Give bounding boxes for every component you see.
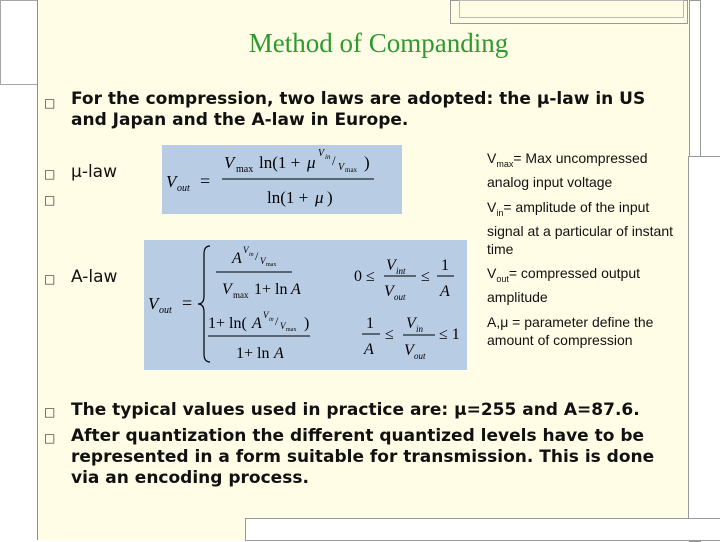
note-vmax: $V_{max}=$ Max uncompressed analog input voltage	[487, 150, 648, 190]
svg-text:max: max	[233, 290, 249, 300]
svg-text:μ: μ	[315, 188, 324, 207]
bullet-5: □	[44, 405, 56, 419]
svg-text:V: V	[166, 172, 177, 191]
note-vin: $V_{in}=$ amplitude of the input signal at a particular of instant time	[487, 199, 673, 257]
svg-text:1: 1	[366, 315, 374, 332]
note-params: A,μ = parameter define the amount of compression	[487, 314, 654, 348]
svg-text:V: V	[263, 310, 269, 320]
svg-text:A: A	[364, 341, 374, 358]
bullet-6: □	[44, 431, 56, 445]
deco-bar-right-outer	[688, 156, 720, 541]
svg-text:1+ ln(: 1+ ln(	[208, 315, 247, 332]
svg-text:out: out	[414, 351, 426, 361]
svg-text:max: max	[286, 327, 297, 333]
svg-text:V: V	[260, 256, 266, 266]
deco-bar-top-right-inner	[459, 0, 684, 18]
svg-text:1+ ln: 1+ ln	[236, 345, 270, 362]
note-vout: $V_{out}=$ compressed output amplitude	[487, 265, 640, 305]
svg-text:≤: ≤	[421, 268, 430, 285]
bullet-4: □	[44, 272, 56, 286]
svg-text:out: out	[159, 305, 172, 316]
svg-text:V: V	[222, 281, 232, 298]
svg-text:A: A	[440, 283, 450, 300]
quantization-text: After quantization the different quantized levels have to be represented in a form suitable for transmission. This is done via an encoding process.	[71, 426, 655, 488]
svg-text:V: V	[148, 294, 159, 313]
a-law-label: A-law	[71, 267, 118, 287]
svg-text:V: V	[280, 321, 286, 331]
svg-text:1: 1	[441, 257, 449, 274]
svg-text:in: in	[416, 324, 424, 334]
svg-text:A: A	[291, 281, 301, 298]
svg-text:int: int	[396, 266, 406, 276]
svg-text:/: /	[332, 153, 336, 168]
svg-text:A: A	[232, 250, 242, 267]
svg-text:=: =	[200, 171, 211, 191]
svg-text:max: max	[236, 164, 254, 175]
svg-text:/: /	[275, 314, 279, 328]
svg-text:ln(1 +: ln(1 +	[267, 188, 309, 207]
mu-law-formula	[162, 145, 402, 214]
svg-text:V: V	[318, 148, 325, 159]
svg-text:A: A	[252, 315, 262, 332]
svg-text:1+ ln: 1+ ln	[254, 281, 288, 298]
svg-text:V: V	[386, 257, 396, 274]
svg-text:out: out	[177, 183, 190, 194]
svg-text:≤: ≤	[385, 326, 394, 343]
svg-text:max: max	[345, 166, 358, 174]
deco-bar-bottom	[245, 518, 720, 541]
svg-text:): )	[327, 188, 333, 207]
svg-text:V: V	[243, 245, 249, 255]
bullet-3: □	[44, 193, 56, 207]
svg-text:V: V	[406, 315, 416, 332]
svg-text:V: V	[224, 153, 235, 172]
svg-text:0 ≤: 0 ≤	[354, 268, 375, 285]
svg-text:=: =	[182, 293, 193, 313]
svg-text:/: /	[255, 249, 259, 263]
svg-text:ln(1 +: ln(1 +	[259, 153, 301, 172]
svg-text:in: in	[269, 317, 274, 323]
svg-text:A: A	[274, 345, 284, 362]
bullet-2: □	[44, 167, 56, 181]
typical-values-text: The typical values used in practice are: μ=255 and A=87.6.	[71, 400, 640, 420]
bullet-1: □	[44, 96, 56, 110]
intro-text: For the compression, two laws are adopted: the μ-law in US and Japan and the A-law in Europe.	[71, 89, 646, 130]
mu-law-label: μ-law	[71, 162, 117, 182]
page-title: Method of Companding	[248, 28, 509, 58]
svg-text:in: in	[249, 252, 254, 258]
svg-text:max: max	[266, 262, 277, 268]
svg-text:V: V	[384, 283, 394, 300]
svg-text:): )	[304, 315, 310, 332]
svg-text:V: V	[404, 342, 414, 359]
svg-text:≤ 1: ≤ 1	[439, 326, 460, 343]
svg-text:out: out	[394, 292, 406, 302]
svg-text:): )	[364, 153, 370, 172]
svg-text:μ: μ	[307, 153, 316, 172]
svg-text:V: V	[338, 162, 345, 173]
svg-text:in: in	[325, 153, 331, 161]
a-law-formula	[144, 240, 467, 370]
deco-frame-left	[0, 0, 38, 85]
